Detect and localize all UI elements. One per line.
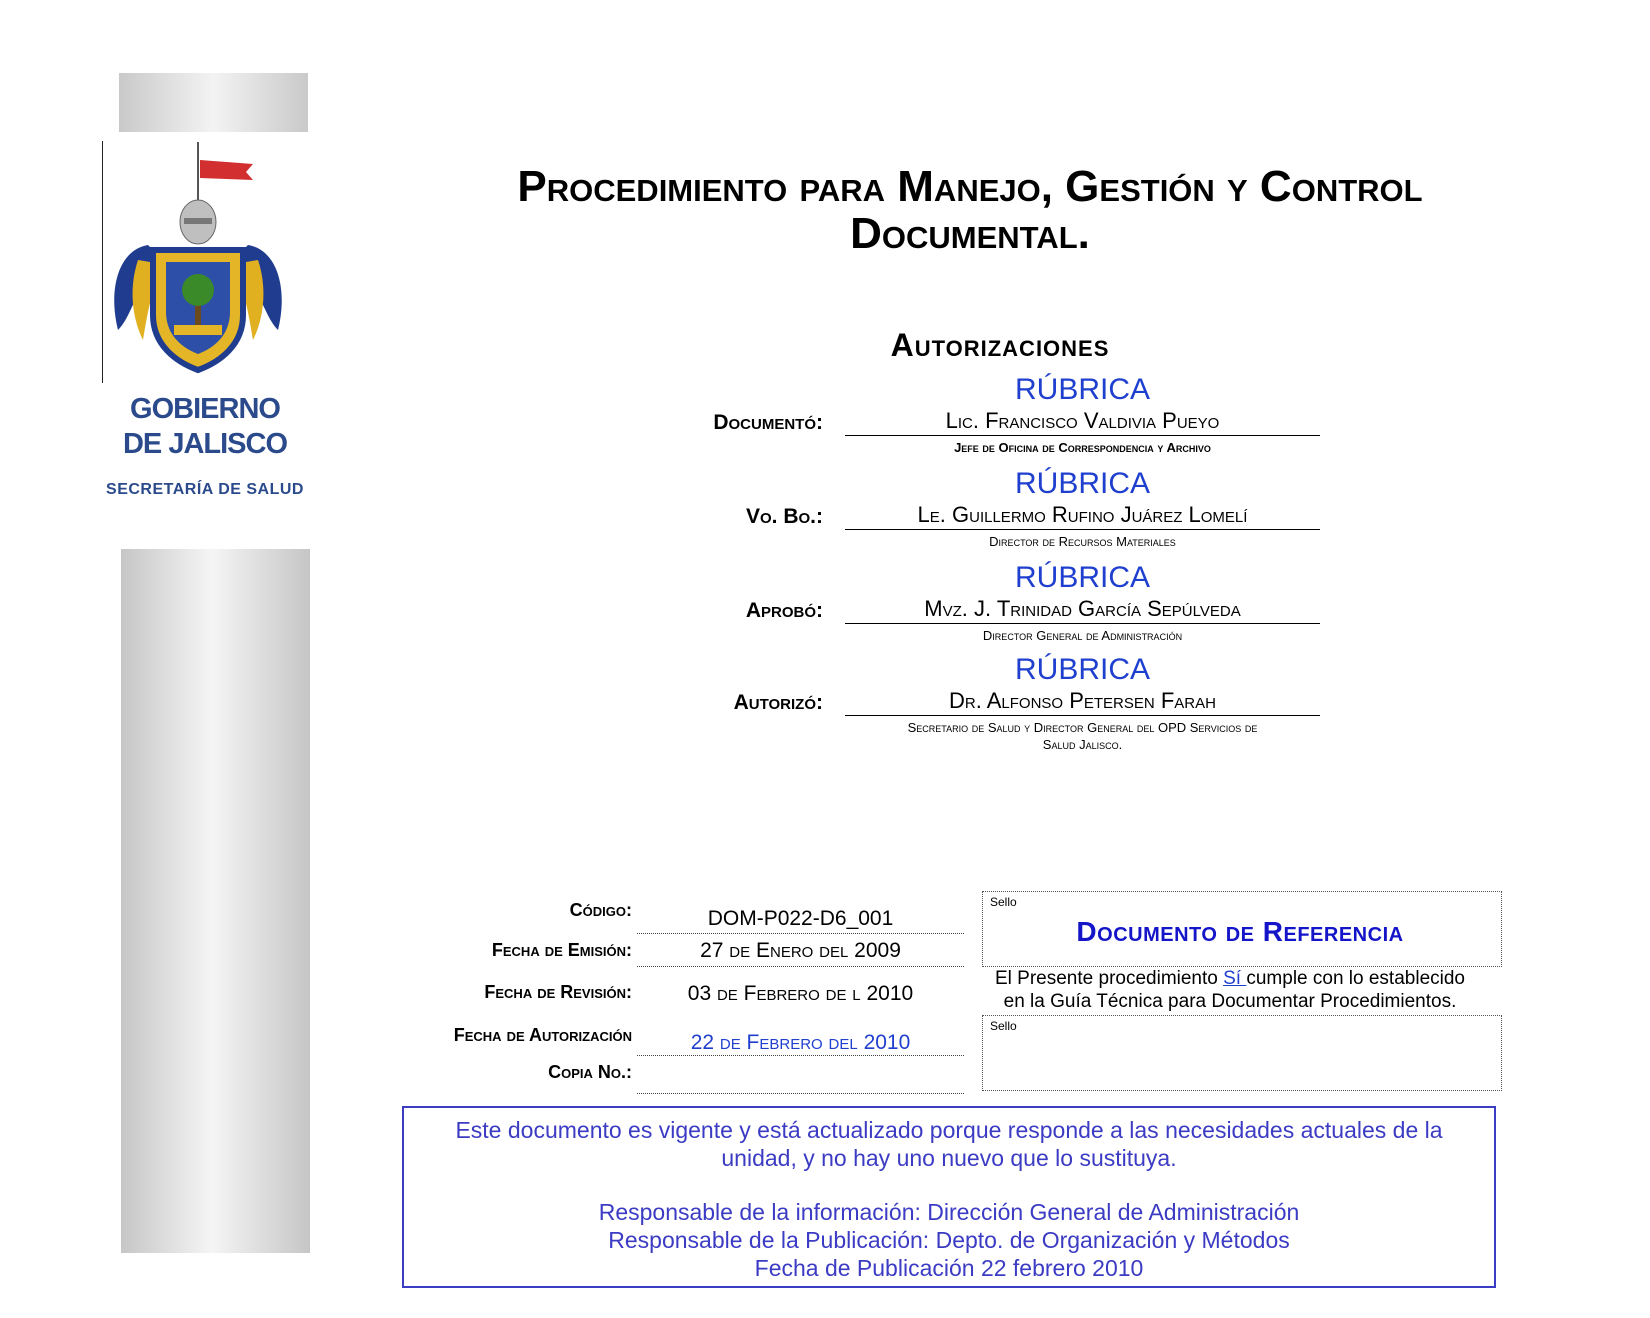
department-name: SECRETARÍA DE SALUD xyxy=(106,481,304,498)
compliance-prefix: El Presente procedimiento xyxy=(995,968,1224,989)
signer-label: Aprobó: xyxy=(745,599,823,622)
field-value-revision: 03 de Febrero de l 2010 xyxy=(687,982,914,1005)
field-label-codigo: Código: xyxy=(569,900,632,920)
document-title xyxy=(470,163,1470,257)
org-name-line2: DE JALISCO xyxy=(122,428,288,460)
signer-role-line2: Salud Jalisco. xyxy=(1042,737,1123,752)
sello-label: Sello xyxy=(990,895,1017,909)
signature-line xyxy=(845,715,1320,716)
field-line xyxy=(637,966,964,967)
title-line1: Procedimiento para Manejo, Gestión y Control xyxy=(517,162,1423,211)
sidebar-gradient-top xyxy=(119,73,308,132)
notice-responsable-info: Responsable de la información: Dirección General de Administración xyxy=(598,1199,1300,1225)
field-value-codigo: DOM-P022-D6_001 xyxy=(707,907,894,930)
authorizations-heading: Autorizaciones xyxy=(890,327,1110,363)
signer-name: Le. Guillermo Rufino Juárez Lomelí xyxy=(917,502,1248,527)
document-reference-heading: Documento de Referencia xyxy=(1076,916,1404,947)
compliance-si: Sí xyxy=(1223,968,1247,989)
signer-name: Mvz. J. Trinidad García Sepúlveda xyxy=(924,596,1241,621)
signature-rubrica: RÚBRICA xyxy=(1014,373,1150,406)
signer-role: Jefe de Oficina de Correspondencia y Archivo xyxy=(954,440,1211,455)
signer-label: Autorizó: xyxy=(733,691,823,714)
sidebar-gradient-bottom xyxy=(121,549,310,1253)
sello-label-2: Sello xyxy=(990,1019,1017,1033)
field-label-revision: Fecha de Revisión: xyxy=(484,982,632,1002)
signature-rubrica: RÚBRICA xyxy=(1014,467,1150,500)
signature-line xyxy=(845,623,1320,624)
signer-role: Director de Recursos Materiales xyxy=(989,534,1176,549)
field-line xyxy=(637,933,964,934)
signature-line xyxy=(845,529,1320,530)
coat-of-arms-icon xyxy=(108,140,288,380)
stamp-box-seal xyxy=(982,1015,1502,1091)
field-value-emision: 27 de Enero del 2009 xyxy=(700,939,901,962)
signer-label: Documentó: xyxy=(713,411,823,434)
org-name-line1: GOBIERNO xyxy=(130,393,280,425)
signer-name: Dr. Alfonso Petersen Farah xyxy=(949,688,1216,713)
notice-line2: unidad, y no hay uno nuevo que lo sustituya. xyxy=(721,1145,1177,1171)
compliance-suffix: cumple con lo establecido xyxy=(1246,968,1465,989)
validity-notice-box xyxy=(402,1106,1496,1288)
field-value-autorizacion: 22 de Febrero del 2010 xyxy=(690,1031,911,1054)
signer-role-line1: Secretario de Salud y Director General del OPD Servicios de xyxy=(907,720,1258,735)
compliance-line2: en la Guía Técnica para Documentar Procedimientos. xyxy=(1003,991,1457,1012)
notice-responsable-pub: Responsable de la Publicación: Depto. de Organización y Métodos xyxy=(608,1227,1290,1253)
field-line xyxy=(637,1093,964,1094)
signer-name: Lic. Francisco Valdivia Pueyo xyxy=(945,408,1220,433)
notice-line1: Este documento es vigente y está actualizado porque responde a las necesidades actuales de la xyxy=(455,1117,1443,1143)
signature-rubrica: RÚBRICA xyxy=(1014,561,1150,594)
sidebar-divider xyxy=(102,141,103,383)
field-label-copia: Copia No.: xyxy=(548,1062,632,1082)
signature-rubrica: RÚBRICA xyxy=(1014,653,1150,686)
field-label-autorizacion: Fecha de Autorización xyxy=(453,1025,632,1045)
compliance-statement xyxy=(980,967,1480,1013)
org-name xyxy=(105,392,305,462)
signer-role xyxy=(845,719,1320,753)
compliance-line1 xyxy=(980,967,1480,990)
field-label-emision: Fecha de Emisión: xyxy=(491,940,632,960)
title-line2: Documental. xyxy=(850,209,1090,258)
signer-label: Vo. Bo.: xyxy=(745,505,823,528)
signature-line xyxy=(845,435,1320,436)
notice-fecha-pub: Fecha de Publicación 22 febrero 2010 xyxy=(754,1255,1144,1281)
signer-role: Director General de Administración xyxy=(982,628,1183,643)
field-line xyxy=(637,1055,964,1056)
